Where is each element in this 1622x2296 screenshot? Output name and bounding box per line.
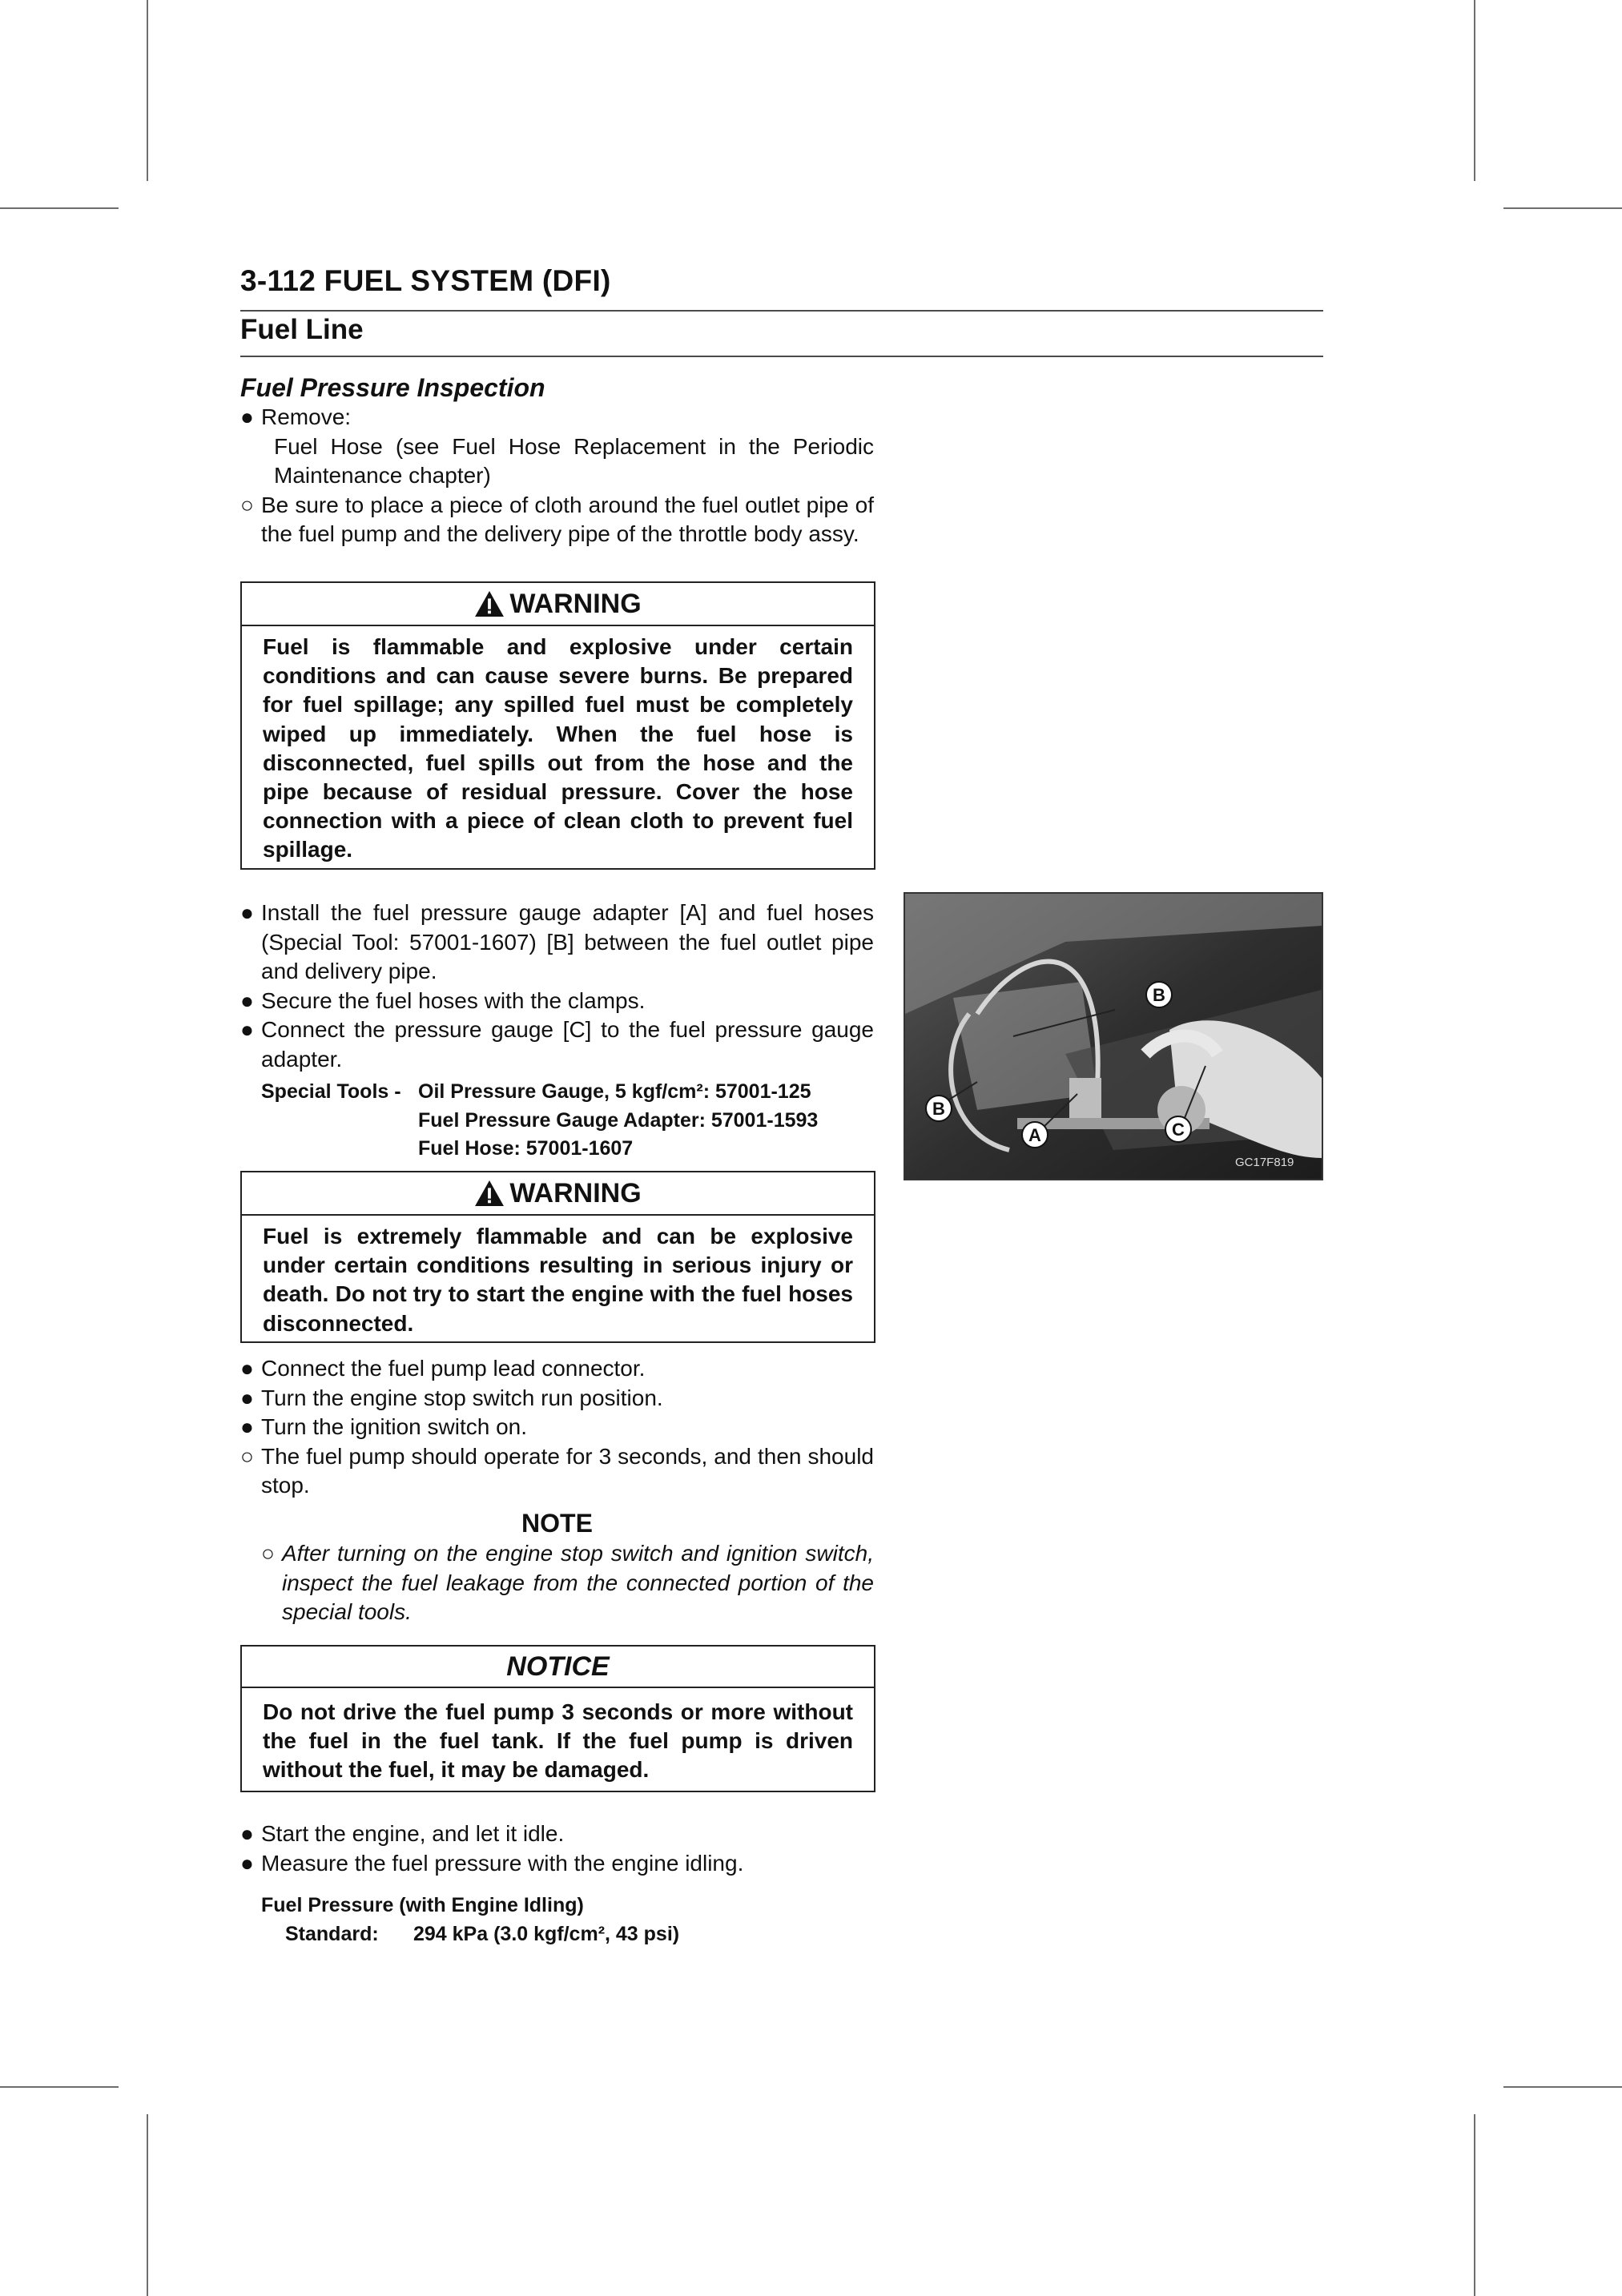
warning-header — [242, 583, 874, 626]
hollow-bullet-icon: ○ — [240, 1443, 254, 1469]
list-item: ● Connect the fuel pump lead connector. — [240, 1354, 874, 1384]
section-title: Fuel Line — [240, 314, 364, 345]
callout-b — [1146, 982, 1172, 1007]
crop-mark — [1503, 2086, 1622, 2088]
remove-item: Fuel Hose (see Fuel Hose Replacement in the Periodic Maintenance chapter) — [274, 433, 874, 488]
list-item — [240, 403, 874, 432]
list-item: ● Start the engine, and let it idle. — [240, 1820, 874, 1849]
notice-header — [242, 1647, 874, 1688]
spec-row — [261, 1920, 679, 1949]
notice-title: NOTICE — [506, 1651, 610, 1682]
list-item — [240, 491, 874, 549]
crop-mark — [1474, 2114, 1475, 2296]
svg-text:A: A — [1028, 1125, 1041, 1145]
tool-item: Oil Pressure Gauge, 5 kgf/cm²: 57001-125 — [418, 1080, 811, 1103]
warning-header — [242, 1172, 874, 1216]
spec-title: Fuel Pressure (with Engine Idling) — [261, 1894, 584, 1916]
tool-item: Fuel Pressure Gauge Adapter: 57001-1593 — [418, 1108, 819, 1132]
spec-label: Standard: — [285, 1922, 379, 1945]
callout-c — [1165, 1116, 1191, 1142]
install-steps — [240, 899, 874, 1074]
list-item: ● Turn the ignition switch on. — [240, 1413, 874, 1442]
section-rule — [240, 356, 1323, 357]
notice-text: Do not drive the fuel pump 3 seconds or more without the fuel in the fuel tank. If the fuel pump is driven without the fuel, it may be damaged. — [263, 1699, 853, 1783]
note-body — [240, 1539, 874, 1627]
list-item: ● Secure the fuel hoses with the clamps. — [240, 987, 874, 1016]
bullet-icon: ● — [240, 404, 254, 429]
callout-b — [926, 1096, 952, 1121]
bullet-icon: ● — [240, 1850, 254, 1876]
special-tools-label: Special Tools - — [261, 1080, 401, 1103]
measure-steps — [240, 1820, 874, 1878]
warning-title: WARNING — [509, 588, 642, 619]
bullet-icon: ● — [240, 1356, 254, 1381]
bullet-icon: ● — [240, 1385, 254, 1410]
tool-item: Fuel Hose: 57001-1607 — [418, 1137, 634, 1160]
warning-triangle-icon — [474, 590, 505, 617]
crop-mark — [1503, 207, 1622, 209]
fuel-pressure-gauge-photo — [904, 892, 1323, 1180]
header-rule — [240, 310, 1323, 312]
list-item: ● Turn the engine stop switch run position. — [240, 1384, 874, 1413]
crop-mark — [0, 2086, 119, 2088]
notice-box — [240, 1645, 875, 1792]
hollow-bullet-icon: ○ — [261, 1541, 275, 1566]
warning-triangle-icon — [474, 1180, 505, 1207]
crop-mark — [147, 2114, 148, 2296]
warning-box — [240, 1171, 875, 1343]
special-tools — [261, 1078, 818, 1164]
bullet-icon: ● — [240, 987, 254, 1013]
photo-code: GC17F819 — [1235, 1156, 1294, 1169]
cloth-note: Be sure to place a piece of cloth around the fuel outlet pipe of the fuel pump and the delivery pipe of the throttle body assy. — [261, 492, 874, 546]
list-item: ● Measure the fuel pressure with the engine idling. — [240, 1849, 874, 1879]
svg-text:B: B — [1153, 985, 1165, 1005]
bullet-icon: ● — [240, 900, 254, 925]
run-steps — [240, 1354, 874, 1501]
bullet-icon: ● — [240, 1017, 254, 1042]
warning-text: Fuel is flammable and explosive under certain conditions and can cause severe burns. Be prepared for fuel spillage; any spilled fuel must be completely wiped up immediately. When the fuel hose is disconnected, fuel spills out from the hose and the pipe because of residual pressure. Cover the hose connection with a piece of clean cloth to prevent fuel spillage. — [263, 634, 853, 863]
svg-text:C: C — [1172, 1120, 1185, 1140]
svg-text:B: B — [932, 1099, 945, 1119]
warning-box — [240, 581, 875, 870]
list-item: ● Connect the pressure gauge [C] to the fuel pressure gauge adapter. — [240, 1017, 874, 1072]
bullet-icon: ● — [240, 1414, 254, 1439]
inspection-intro — [240, 372, 874, 549]
note-item: ○ After turning on the engine stop switch and ignition switch, inspect the fuel leakage from the connected portion of the special tools. — [261, 1541, 874, 1624]
spec-value: 294 kPa (3.0 kgf/cm², 43 psi) — [413, 1922, 680, 1945]
hollow-bullet-icon: ○ — [240, 492, 254, 517]
crop-mark — [1474, 0, 1475, 181]
crop-mark — [0, 207, 119, 209]
remove-label: Remove: — [261, 404, 352, 429]
warning-title: WARNING — [509, 1177, 642, 1208]
crop-mark — [147, 0, 148, 181]
bullet-icon: ● — [240, 1821, 254, 1846]
page-title: 3-112 FUEL SYSTEM (DFI) — [240, 264, 611, 297]
photo-illustration — [905, 894, 1322, 1179]
list-item: ○ The fuel pump should operate for 3 seconds, and then should stop. — [240, 1443, 874, 1498]
subsection-heading: Fuel Pressure Inspection — [240, 373, 545, 402]
warning-text: Fuel is extremely flammable and can be explosive under certain conditions resulting in serious injury or death. Do not try to start the engine with the fuel hoses disconnected. — [263, 1224, 853, 1336]
fuel-pressure-spec — [261, 1892, 679, 1948]
list-item: ● Install the fuel pressure gauge adapter [A] and fuel hoses (Special Tool: 57001-1607) [B] between the fuel outlet pipe and delivery pipe. — [240, 900, 874, 983]
note-title: NOTE — [521, 1509, 593, 1538]
callout-a — [1022, 1122, 1048, 1148]
